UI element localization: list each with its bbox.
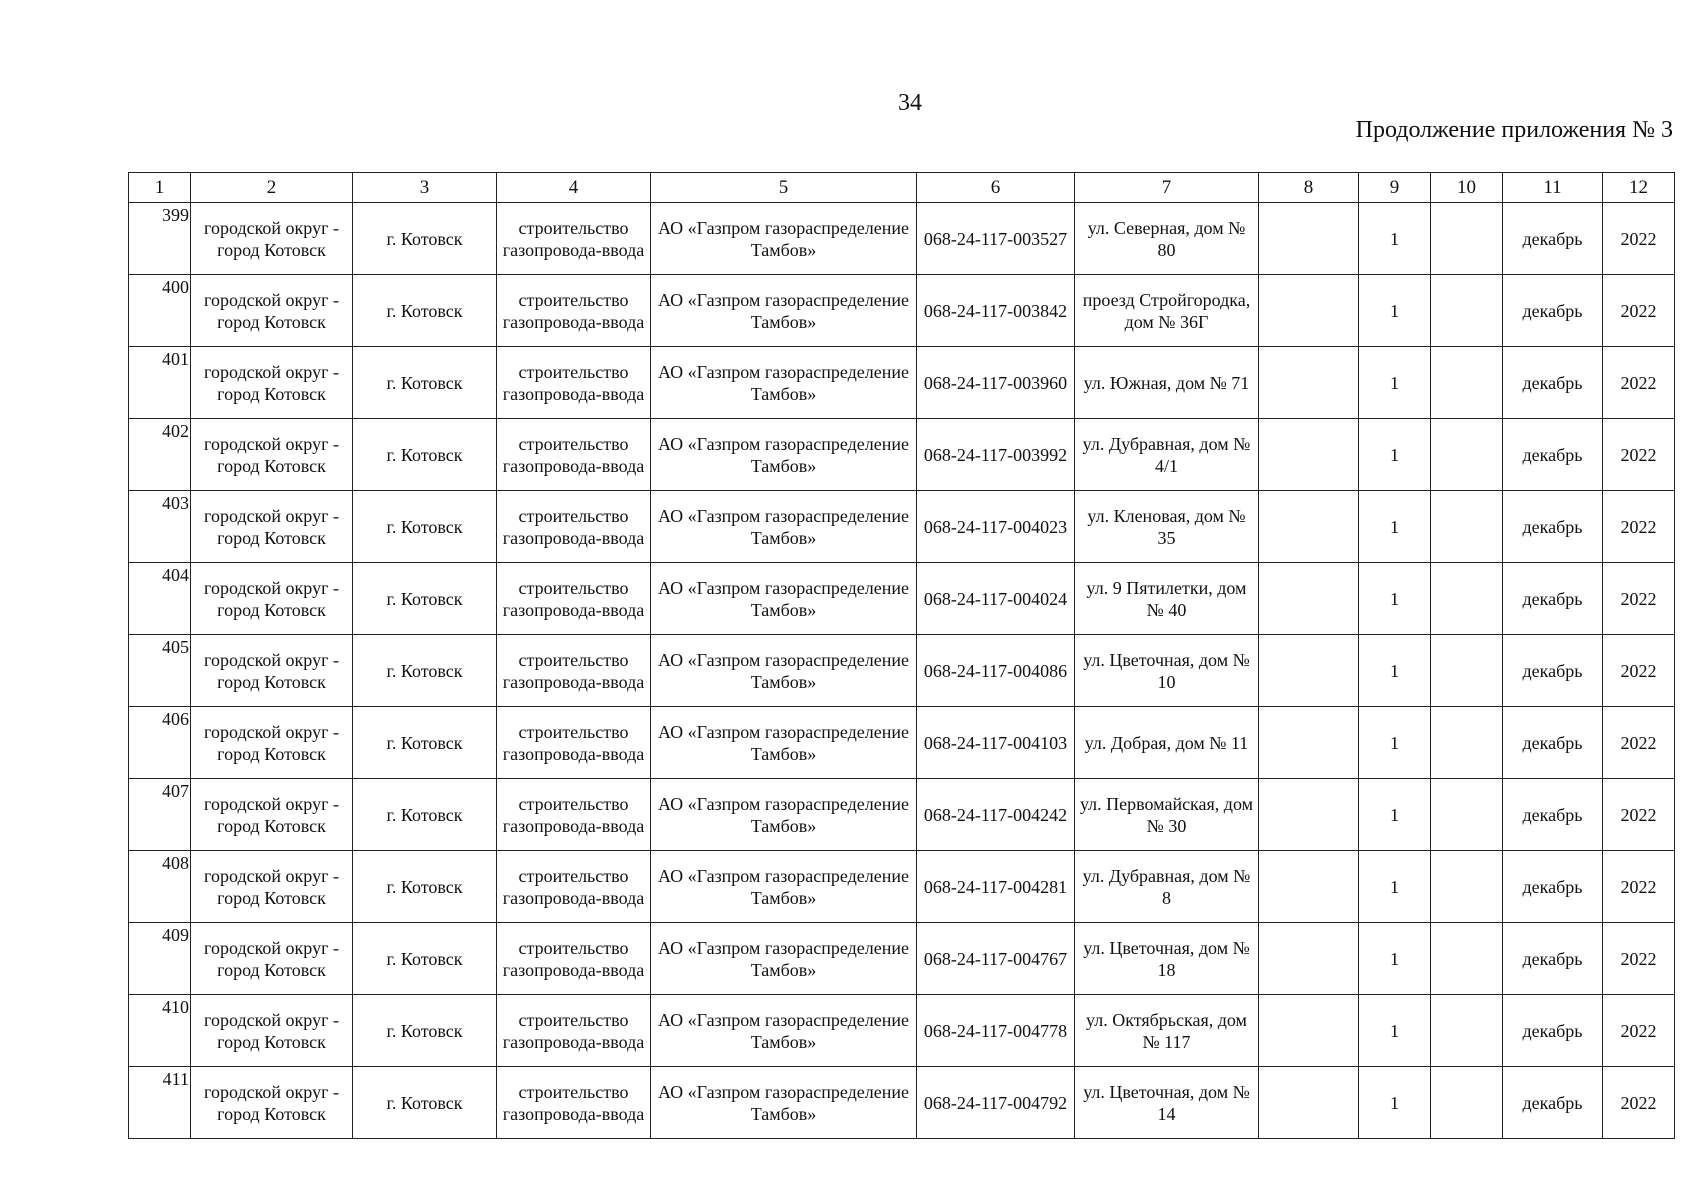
column-10-cell [1431,851,1503,923]
address-cell: ул. Южная, дом № 71 [1075,347,1259,419]
work-type-cell: строительство газопровода-ввода [497,851,651,923]
table-row [129,275,1675,347]
column-8-cell [1259,491,1359,563]
organization-cell: АО «Газпром газораспределение Тамбов» [651,419,917,491]
column-10-cell [1431,347,1503,419]
year-cell: 2022 [1603,203,1675,275]
table-row [129,203,1675,275]
city-cell: г. Котовск [353,851,497,923]
column-number-row [129,173,1675,203]
code-cell: 068-24-117-004242 [917,779,1075,851]
address-cell: ул. Цветочная, дом № 18 [1075,923,1259,995]
year-cell: 2022 [1603,1067,1675,1139]
column-header: 1 [129,173,191,203]
district-cell: городской округ - город Котовск [191,491,353,563]
month-cell: декабрь [1503,491,1603,563]
organization-cell: АО «Газпром газораспределение Тамбов» [651,635,917,707]
table-row [129,635,1675,707]
city-cell: г. Котовск [353,635,497,707]
code-cell: 068-24-117-004792 [917,1067,1075,1139]
code-cell: 068-24-117-004778 [917,995,1075,1067]
column-header: 3 [353,173,497,203]
quantity-cell: 1 [1359,419,1431,491]
code-cell: 068-24-117-004281 [917,851,1075,923]
work-type-cell: строительство газопровода-ввода [497,203,651,275]
work-type-cell: строительство газопровода-ввода [497,419,651,491]
address-cell: ул. Добрая, дом № 11 [1075,707,1259,779]
work-type-cell: строительство газопровода-ввода [497,563,651,635]
organization-cell: АО «Газпром газораспределение Тамбов» [651,491,917,563]
column-10-cell [1431,779,1503,851]
table-row [129,923,1675,995]
column-8-cell [1259,851,1359,923]
year-cell: 2022 [1603,923,1675,995]
district-cell: городской округ - город Котовск [191,635,353,707]
district-cell: городской округ - город Котовск [191,851,353,923]
work-type-cell: строительство газопровода-ввода [497,635,651,707]
column-8-cell [1259,1067,1359,1139]
table-row [129,491,1675,563]
code-cell: 068-24-117-004024 [917,563,1075,635]
column-header: 7 [1075,173,1259,203]
organization-cell: АО «Газпром газораспределение Тамбов» [651,779,917,851]
month-cell: декабрь [1503,203,1603,275]
column-10-cell [1431,635,1503,707]
code-cell: 068-24-117-003960 [917,347,1075,419]
quantity-cell: 1 [1359,851,1431,923]
row-number: 404 [129,563,191,635]
year-cell: 2022 [1603,419,1675,491]
city-cell: г. Котовск [353,995,497,1067]
year-cell: 2022 [1603,779,1675,851]
row-number: 401 [129,347,191,419]
year-cell: 2022 [1603,707,1675,779]
month-cell: декабрь [1503,707,1603,779]
year-cell: 2022 [1603,995,1675,1067]
year-cell: 2022 [1603,635,1675,707]
table-row [129,995,1675,1067]
work-type-cell: строительство газопровода-ввода [497,923,651,995]
year-cell: 2022 [1603,563,1675,635]
code-cell: 068-24-117-004103 [917,707,1075,779]
address-cell: ул. Кленовая, дом № 35 [1075,491,1259,563]
column-8-cell [1259,635,1359,707]
quantity-cell: 1 [1359,563,1431,635]
work-type-cell: строительство газопровода-ввода [497,491,651,563]
column-header: 6 [917,173,1075,203]
address-cell: ул. Цветочная, дом № 14 [1075,1067,1259,1139]
quantity-cell: 1 [1359,1067,1431,1139]
work-type-cell: строительство газопровода-ввода [497,347,651,419]
column-10-cell [1431,419,1503,491]
column-10-cell [1431,1067,1503,1139]
city-cell: г. Котовск [353,491,497,563]
year-cell: 2022 [1603,347,1675,419]
city-cell: г. Котовск [353,779,497,851]
column-10-cell [1431,707,1503,779]
month-cell: декабрь [1503,779,1603,851]
row-number: 399 [129,203,191,275]
city-cell: г. Котовск [353,923,497,995]
column-10-cell [1431,563,1503,635]
code-cell: 068-24-117-004023 [917,491,1075,563]
row-number: 409 [129,923,191,995]
column-8-cell [1259,779,1359,851]
code-cell: 068-24-117-003842 [917,275,1075,347]
district-cell: городской округ - город Котовск [191,275,353,347]
year-cell: 2022 [1603,851,1675,923]
column-header: 4 [497,173,651,203]
column-10-cell [1431,491,1503,563]
organization-cell: АО «Газпром газораспределение Тамбов» [651,995,917,1067]
code-cell: 068-24-117-003992 [917,419,1075,491]
register-table [128,172,1675,1139]
city-cell: г. Котовск [353,707,497,779]
city-cell: г. Котовск [353,203,497,275]
quantity-cell: 1 [1359,491,1431,563]
row-number: 407 [129,779,191,851]
district-cell: городской округ - город Котовск [191,923,353,995]
organization-cell: АО «Газпром газораспределение Тамбов» [651,203,917,275]
city-cell: г. Котовск [353,347,497,419]
row-number: 411 [129,1067,191,1139]
table-row [129,347,1675,419]
year-cell: 2022 [1603,275,1675,347]
organization-cell: АО «Газпром газораспределение Тамбов» [651,707,917,779]
work-type-cell: строительство газопровода-ввода [497,779,651,851]
row-number: 405 [129,635,191,707]
table-row [129,851,1675,923]
row-number: 403 [129,491,191,563]
district-cell: городской округ - город Котовск [191,995,353,1067]
page-number: 34 [898,90,922,116]
city-cell: г. Котовск [353,419,497,491]
address-cell: ул. 9 Пятилетки, дом № 40 [1075,563,1259,635]
address-cell: ул. Дубравная, дом № 4/1 [1075,419,1259,491]
month-cell: декабрь [1503,923,1603,995]
quantity-cell: 1 [1359,995,1431,1067]
column-8-cell [1259,995,1359,1067]
column-header: 10 [1431,173,1503,203]
city-cell: г. Котовск [353,563,497,635]
row-number: 402 [129,419,191,491]
row-number: 400 [129,275,191,347]
organization-cell: АО «Газпром газораспределение Тамбов» [651,563,917,635]
address-cell: ул. Северная, дом № 80 [1075,203,1259,275]
city-cell: г. Котовск [353,1067,497,1139]
district-cell: городской округ - город Котовск [191,203,353,275]
month-cell: декабрь [1503,1067,1603,1139]
column-10-cell [1431,923,1503,995]
district-cell: городской округ - город Котовск [191,707,353,779]
organization-cell: АО «Газпром газораспределение Тамбов» [651,347,917,419]
district-cell: городской округ - город Котовск [191,419,353,491]
column-8-cell [1259,275,1359,347]
month-cell: декабрь [1503,419,1603,491]
column-8-cell [1259,419,1359,491]
column-10-cell [1431,275,1503,347]
quantity-cell: 1 [1359,635,1431,707]
district-cell: городской округ - город Котовск [191,1067,353,1139]
work-type-cell: строительство газопровода-ввода [497,995,651,1067]
month-cell: декабрь [1503,635,1603,707]
year-cell: 2022 [1603,491,1675,563]
table-row [129,563,1675,635]
column-8-cell [1259,347,1359,419]
address-cell: проезд Стройгородка, дом № 36Г [1075,275,1259,347]
column-8-cell [1259,563,1359,635]
month-cell: декабрь [1503,347,1603,419]
column-8-cell [1259,203,1359,275]
quantity-cell: 1 [1359,203,1431,275]
code-cell: 068-24-117-004767 [917,923,1075,995]
organization-cell: АО «Газпром газораспределение Тамбов» [651,1067,917,1139]
address-cell: ул. Цветочная, дом № 10 [1075,635,1259,707]
column-header: 12 [1603,173,1675,203]
table-row [129,707,1675,779]
column-header: 11 [1503,173,1603,203]
table-row [129,779,1675,851]
month-cell: декабрь [1503,995,1603,1067]
address-cell: ул. Первомайская, дом № 30 [1075,779,1259,851]
column-8-cell [1259,707,1359,779]
month-cell: декабрь [1503,275,1603,347]
column-header: 5 [651,173,917,203]
row-number: 408 [129,851,191,923]
column-10-cell [1431,995,1503,1067]
table-row [129,1067,1675,1139]
work-type-cell: строительство газопровода-ввода [497,707,651,779]
code-cell: 068-24-117-004086 [917,635,1075,707]
district-cell: городской округ - город Котовск [191,563,353,635]
column-header: 9 [1359,173,1431,203]
work-type-cell: строительство газопровода-ввода [497,1067,651,1139]
row-number: 406 [129,707,191,779]
quantity-cell: 1 [1359,779,1431,851]
organization-cell: АО «Газпром газораспределение Тамбов» [651,275,917,347]
address-cell: ул. Дубравная, дом № 8 [1075,851,1259,923]
work-type-cell: строительство газопровода-ввода [497,275,651,347]
appendix-title: Продолжение приложения № 3 [1355,117,1673,143]
table-row [129,419,1675,491]
quantity-cell: 1 [1359,347,1431,419]
month-cell: декабрь [1503,563,1603,635]
district-cell: городской округ - город Котовск [191,347,353,419]
quantity-cell: 1 [1359,275,1431,347]
column-8-cell [1259,923,1359,995]
address-cell: ул. Октябрьская, дом № 117 [1075,995,1259,1067]
organization-cell: АО «Газпром газораспределение Тамбов» [651,851,917,923]
column-header: 8 [1259,173,1359,203]
column-10-cell [1431,203,1503,275]
city-cell: г. Котовск [353,275,497,347]
month-cell: декабрь [1503,851,1603,923]
quantity-cell: 1 [1359,707,1431,779]
row-number: 410 [129,995,191,1067]
organization-cell: АО «Газпром газораспределение Тамбов» [651,923,917,995]
column-header: 2 [191,173,353,203]
quantity-cell: 1 [1359,923,1431,995]
district-cell: городской округ - город Котовск [191,779,353,851]
code-cell: 068-24-117-003527 [917,203,1075,275]
